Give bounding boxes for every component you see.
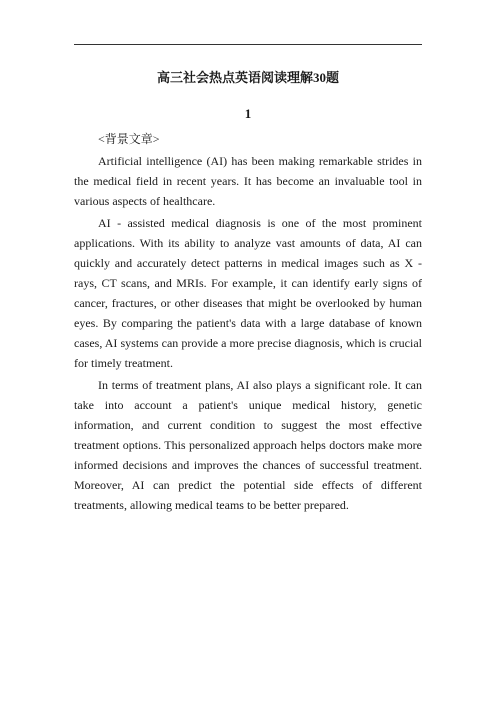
question-number: 1 [244, 106, 252, 121]
article-body [74, 129, 422, 517]
section-label: <背景文章> [98, 132, 160, 146]
paragraph: Artificial intelligence (AI) has been making remarkable strides in the medical field in recent years. It has become an invaluable tool in various aspects of healthcare. [74, 154, 422, 208]
header-rule [74, 44, 422, 45]
paragraph: AI - assisted medical diagnosis is one of the most prominent applications. With its ability to analyze vast amounts of data, AI can quickly and accurately detect patterns in medical images such as X - rays, CT scans, and MRIs. For example, it can identify early signs of cancer, fractures, or other diseases that might be overlooked by human eyes. By comparing the patient's data with a large database of known cases, AI systems can provide a more precise diagnosis, which is crucial for timely treatment. [74, 216, 422, 370]
paragraph: In terms of treatment plans, AI also plays a significant role. It can take into account a patient's unique medical history, genetic information, and current condition to suggest the most effective treatment options. This personalized approach helps doctors make more informed decisions and improves the chances of successful treatment. Moreover, AI can predict the potential side effects of different treatments, allowing medical teams to be better prepared. [74, 378, 422, 512]
document-title: 高三社会热点英语阅读理解30题 [156, 70, 339, 85]
